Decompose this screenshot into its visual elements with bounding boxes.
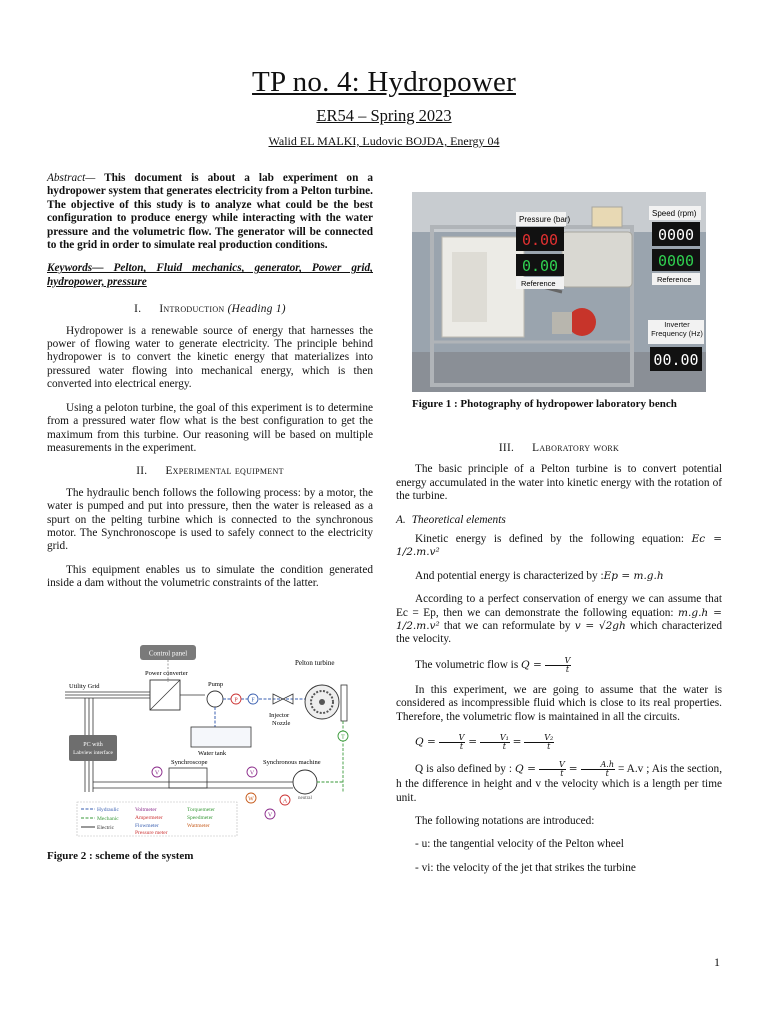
abstract-lead: Abstract— — [47, 172, 96, 184]
section-number: II. — [136, 465, 148, 478]
pressure-reference-label: Reference — [521, 279, 556, 288]
fraction-v2-t: $\frac{\text{V₂}}{t}$ — [524, 734, 554, 751]
legend-watt: Wattmeter — [187, 823, 210, 829]
svg-text:P: P — [234, 697, 238, 704]
keywords: Keywords— Pelton, Fluid mechanics, generator, Power grid, hydropower, pressure — [47, 262, 373, 288]
figure-2-caption: Figure 2 : scheme of the system — [47, 850, 194, 862]
potential-equation: Ep = m.g.h — [603, 569, 664, 582]
fraction-ah-t: $\frac{A.h}{t}$ — [581, 761, 615, 778]
lab-paragraph-1: The basic principle of a Pelton turbine is to convert potential energy accumulated in the water into kinetic energy with the rotation of the turbine. — [396, 463, 722, 503]
neutral-label: neutral — [298, 796, 312, 801]
legend-ampermeter: Ampermeter — [135, 815, 163, 821]
conservation-text-b: that we can reformulate by — [439, 620, 575, 633]
speed-reference-label: Reference — [657, 275, 692, 284]
kinetic-text: Kinetic energy is defined by the following equation: — [415, 533, 692, 546]
section-heading-laboratory — [396, 442, 722, 455]
conservation-equation: m.g.h = 1/2.m.v² — [396, 606, 722, 633]
legend-voltmeter: Voltmeter — [135, 807, 157, 813]
svg-text:V: V — [267, 812, 273, 819]
pc-label-2: Labview interface — [73, 750, 113, 756]
q-definition-paragraph: Q is also defined by : Q = $\frac{V}{t}$ = $\frac{A.h}{t}$ = A.v ; Ais the section, h the difference in height and v the velocity which is a length per time unit. — [396, 760, 723, 804]
svg-text:A: A — [282, 798, 288, 805]
synchronous-machine-icon — [293, 770, 317, 794]
subsection-title: Theoretical elements — [411, 513, 506, 526]
water-tank-label: Water tank — [198, 750, 227, 757]
pc-label: PC with — [83, 742, 103, 748]
injector-label: Injector — [269, 712, 290, 719]
legend-electric: Electric — [97, 825, 115, 831]
section-title: Experimental equipment — [165, 465, 284, 478]
page-number: 1 — [714, 955, 720, 969]
pump-label: Pump — [208, 681, 224, 688]
section-title: Laboratory work — [532, 442, 620, 454]
flow-fraction: $\frac{V}{t}$ — [545, 657, 572, 674]
flow-text: The volumetric flow is — [415, 658, 522, 671]
section-number: I. — [134, 303, 142, 316]
svg-text:W: W — [248, 796, 254, 803]
power-converter-label: Power converter — [145, 670, 188, 677]
inverter-value: 00.00 — [653, 351, 699, 369]
pc-box — [69, 735, 117, 761]
conservation-text-c: which characterized the velocity. — [396, 620, 722, 646]
q-definition-equation: Q = — [515, 763, 536, 776]
lab-bench-photo — [412, 192, 706, 392]
subsection-number: A. — [396, 513, 406, 526]
subsection-heading-theory — [396, 514, 722, 527]
right-column — [396, 432, 722, 885]
author-list: Walid EL MALKI, Ludovic BOJDA, Energy 04 — [268, 134, 500, 148]
pelton-turbine-label: Pelton turbine — [295, 659, 335, 667]
pressure-label: Pressure (bar) — [519, 215, 571, 224]
notations-intro: The following notations are introduced: — [415, 814, 595, 827]
pressure-reference-value: 0.00 — [521, 257, 559, 275]
intro-paragraph-1: Hydropower is a renewable source of energy that harnesses the power of flowing water to generate electricity. The principle behind hydropower is to convert the kinetic energy that materializes into pressured water flowing into mechanical energy, which is then converted into electrical energy. — [47, 324, 373, 391]
fraction-v1-t: $\frac{\text{V₁}}{t}$ — [480, 734, 510, 751]
svg-text:T: T — [341, 734, 345, 741]
potential-text: And potential energy is characterized by : — [415, 569, 604, 582]
section-number: III. — [498, 442, 515, 454]
svg-text:V: V — [249, 770, 255, 777]
speed-label: Speed (rpm) — [652, 209, 697, 218]
system-scheme-figure — [65, 642, 355, 838]
legend-flowmeter: Flowmeter — [135, 823, 159, 829]
q-equation: Q = — [415, 736, 436, 749]
abstract-text: This document is about a lab experiment on a hydropower system that generates electricity from a Pelton turbine. The objective of this study is to analyze what could be the best configuration to produce energy while interacting with the water pressure and the volumetric flow. The generator will be connected to the grid in order to simulate real production conditions. — [47, 172, 373, 252]
legend-mechanic: Mechanic — [97, 816, 119, 822]
fraction-v-t: $\frac{V}{t}$ — [439, 734, 466, 751]
pressure-value: 0.00 — [521, 231, 559, 249]
volumetric-flow-paragraph — [396, 657, 722, 674]
velocity-equation: v = √2gh — [574, 620, 626, 633]
pump-icon — [207, 691, 223, 707]
speed-value: 0000 — [657, 226, 695, 244]
paper-subtitle: ER54 – Spring 2023 — [316, 106, 452, 125]
section-title: Introduction — [159, 303, 225, 316]
heading-note: (Heading 1) — [227, 303, 286, 316]
legend-speed: Speedmeter — [187, 815, 213, 821]
synchroscope-box — [169, 768, 207, 788]
incompressible-paragraph: In this experiment, we are going to assume that the water is considered as incompressible fluid which is close to its real properties. Therefore, the volumetric flow is maintained in all the circuits. — [396, 683, 722, 723]
notation-vi: - vi: the velocity of the jet that strikes the turbine — [415, 861, 636, 874]
equipment-paragraph-1: The hydraulic bench follows the following process: by a motor, the water is pumped and put into pressure, then the water is released as a spurt on the pelting turbine which is connected to the synchronous motor. The Synchronoscope is used to safely connect to the electricity grid. — [47, 486, 373, 553]
flow-equation: Q = — [521, 658, 542, 671]
inverter-label: Inverter Frequency (Hz) — [651, 320, 703, 338]
equipment-paragraph-2: This equipment enables us to simulate the condition generated inside a dam without the volumetric constraints of the latter. — [47, 563, 373, 590]
conservation-text-a: According to a perfect conservation of energy we can assume that Ec = Ep, then we can demonstrate the following equation: — [396, 593, 722, 619]
notation-u: - u: the tangential velocity of the Pelton wheel — [415, 838, 624, 851]
svg-text:F: F — [251, 697, 255, 704]
q-definition-text: Q is also defined by : — [415, 763, 516, 776]
potential-energy-paragraph — [396, 570, 722, 583]
section-heading-equipment — [47, 465, 373, 478]
synchroscope-label: Synchroscope — [171, 759, 208, 766]
paper-title: TP no. 4: Hydropower — [252, 66, 516, 98]
control-panel-label: Control panel — [148, 649, 188, 658]
utility-grid-label: Utility Grid — [69, 683, 100, 690]
kinetic-equation: Ec = 1/2.m.v² — [396, 533, 722, 559]
conservation-paragraph — [396, 593, 722, 647]
figure-1-caption: Figure 1 : Photography of hydropower laboratory bench — [412, 398, 677, 410]
kinetic-energy-paragraph — [396, 533, 722, 560]
legend-pressure: Pressure meter — [135, 830, 168, 836]
left-column — [47, 172, 373, 601]
water-tank-box — [191, 727, 251, 747]
abstract — [47, 172, 373, 252]
section-heading-introduction — [47, 303, 373, 316]
legend-hydraulic: Hydraulic — [97, 807, 119, 813]
sync-machine-label: Synchronous machine — [263, 759, 321, 766]
svg-text:V: V — [154, 770, 160, 777]
speed-reference-value: 0000 — [657, 252, 695, 270]
fraction-v-t-2: $\frac{V}{t}$ — [539, 761, 566, 778]
flow-conservation-equation: Q = $\frac{V}{t}$ = $\frac{\text{V₁}}{t}$ = $\frac{\text{V₂}}{t}$ — [415, 733, 554, 752]
nozzle-label: Nozzle — [272, 720, 291, 727]
intro-paragraph-2: Using a peloton turbine, the goal of this experiment is to determine from a pressured water flow what is the best configuration to get the maximum from this turbine. Our reasoning will be based on multiple measurements in the experiment. — [47, 401, 373, 454]
q-definition-tail: = A.v ; Ais the section, h the difference in height and v the velocity which is a length per time unit. — [396, 763, 723, 804]
legend-torque: Torquemeter — [187, 807, 216, 813]
